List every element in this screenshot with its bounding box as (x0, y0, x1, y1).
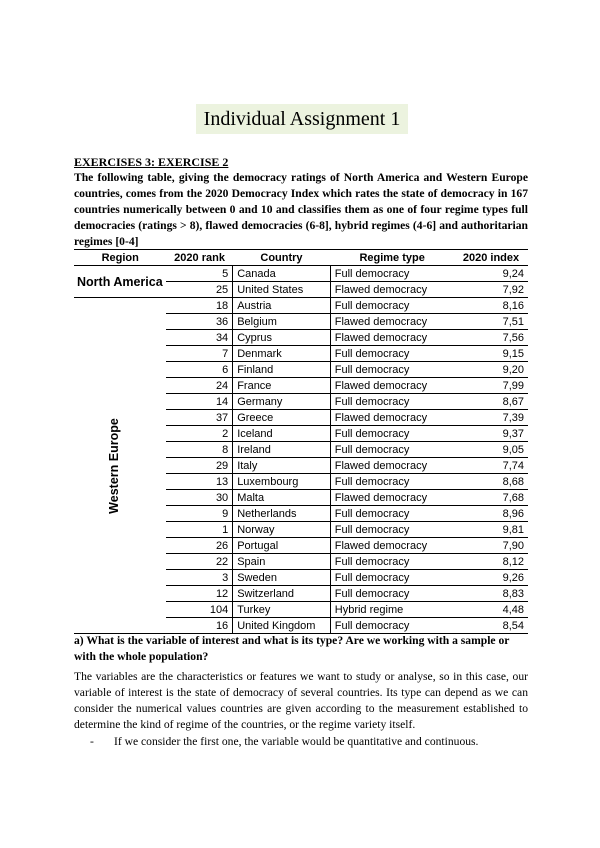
bullet-text: If we consider the first one, the variable would be quantitative and continuous. (114, 735, 479, 748)
country-cell: United Kingdom (233, 618, 331, 634)
region-label: Western Europe (107, 417, 121, 514)
regime-cell: Full democracy (330, 362, 454, 378)
header-index: 2020 index (454, 250, 528, 266)
index-cell: 9,37 (454, 426, 528, 442)
regime-cell: Flawed democracy (330, 330, 454, 346)
index-cell: 7,51 (454, 314, 528, 330)
regime-cell: Flawed democracy (330, 410, 454, 426)
index-cell: 8,67 (454, 394, 528, 410)
country-cell: Iceland (233, 426, 331, 442)
country-cell: Denmark (233, 346, 331, 362)
index-cell: 8,54 (454, 618, 528, 634)
country-cell: Austria (233, 298, 331, 314)
index-cell: 8,96 (454, 506, 528, 522)
regime-cell: Full democracy (330, 522, 454, 538)
regime-cell: Full democracy (330, 554, 454, 570)
index-cell: 9,81 (454, 522, 528, 538)
regime-cell: Flawed democracy (330, 458, 454, 474)
regime-cell: Full democracy (330, 586, 454, 602)
country-cell: Netherlands (233, 506, 331, 522)
index-cell: 7,56 (454, 330, 528, 346)
region-cell-western-europe (74, 298, 166, 634)
country-cell: Cyprus (233, 330, 331, 346)
index-cell: 4,48 (454, 602, 528, 618)
rank-cell: 5 (166, 266, 232, 282)
header-region: Region (74, 250, 166, 266)
regime-cell: Full democracy (330, 618, 454, 634)
index-cell: 9,20 (454, 362, 528, 378)
table-header-row (74, 250, 528, 266)
rank-cell: 6 (166, 362, 232, 378)
rank-cell: 8 (166, 442, 232, 458)
index-cell: 8,16 (454, 298, 528, 314)
rank-cell: 7 (166, 346, 232, 362)
rank-cell: 24 (166, 378, 232, 394)
index-cell: 7,99 (454, 378, 528, 394)
country-cell: Italy (233, 458, 331, 474)
rank-cell: 13 (166, 474, 232, 490)
region-label: North America (77, 274, 163, 289)
rank-cell: 104 (166, 602, 232, 618)
rank-cell: 16 (166, 618, 232, 634)
index-cell: 7,39 (454, 410, 528, 426)
regime-cell: Full democracy (330, 474, 454, 490)
rank-cell: 29 (166, 458, 232, 474)
regime-cell: Full democracy (330, 266, 454, 282)
index-cell: 7,90 (454, 538, 528, 554)
regime-cell: Flawed democracy (330, 490, 454, 506)
country-cell: United States (233, 282, 331, 298)
index-cell: 9,15 (454, 346, 528, 362)
rank-cell: 36 (166, 314, 232, 330)
header-regime: Regime type (330, 250, 454, 266)
table-body (74, 266, 528, 634)
regime-cell: Full democracy (330, 394, 454, 410)
regime-cell: Full democracy (330, 506, 454, 522)
index-cell: 8,12 (454, 554, 528, 570)
country-cell: Ireland (233, 442, 331, 458)
rank-cell: 3 (166, 570, 232, 586)
index-cell: 7,92 (454, 282, 528, 298)
rank-cell: 12 (166, 586, 232, 602)
country-cell: Luxembourg (233, 474, 331, 490)
bullet-item (90, 734, 530, 750)
question-a: a) What is the variable of interest and what is its type? Are we working with a sample or with the whole population? (74, 634, 510, 663)
country-cell: Turkey (233, 602, 331, 618)
intro-paragraph: The following table, giving the democracy ratings of North America and Western Europe countries, comes from the 2020 Democracy Index which rates the state of democracy in 167 countries numerically between 0 and 10 and classifies them as one of four regime types full democracies (ratings > 8), flawed democracies (6-8], hybrid regimes (4-6] and authoritarian regimes [0-4] (74, 171, 528, 248)
regime-cell: Flawed democracy (330, 282, 454, 298)
regime-cell: Full democracy (330, 346, 454, 362)
rank-cell: 2 (166, 426, 232, 442)
country-cell: Canada (233, 266, 331, 282)
country-cell: Malta (233, 490, 331, 506)
rank-cell: 14 (166, 394, 232, 410)
country-cell: Greece (233, 410, 331, 426)
rank-cell: 25 (166, 282, 232, 298)
index-cell: 9,05 (454, 442, 528, 458)
header-rank: 2020 rank (166, 250, 232, 266)
regime-cell: Flawed democracy (330, 378, 454, 394)
regime-cell: Full democracy (330, 298, 454, 314)
country-cell: Sweden (233, 570, 331, 586)
regime-cell: Full democracy (330, 442, 454, 458)
country-cell: Spain (233, 554, 331, 570)
bullet-marker: - (90, 735, 94, 748)
regime-cell: Flawed democracy (330, 314, 454, 330)
country-cell: Switzerland (233, 586, 331, 602)
answer-paragraph: The variables are the characteristics or features we want to study or analyse, so in this case, our variable of interest is the state of democracy of several countries. Its type can depend as we can consider the numerical values countries are given according to the measurement established to determine the kind of regime of the countries, or the regime variety itself. (74, 670, 528, 731)
exercise-heading: EXERCISES 3: EXERCISE 2 (74, 155, 229, 169)
rank-cell: 37 (166, 410, 232, 426)
region-cell-north-america (74, 266, 166, 298)
country-cell: Germany (233, 394, 331, 410)
document-title: Individual Assignment 1 (196, 104, 408, 134)
rank-cell: 26 (166, 538, 232, 554)
header-country: Country (233, 250, 331, 266)
rank-cell: 34 (166, 330, 232, 346)
table-row (74, 298, 528, 314)
index-cell: 8,83 (454, 586, 528, 602)
rank-cell: 22 (166, 554, 232, 570)
index-cell: 8,68 (454, 474, 528, 490)
table-row (74, 266, 528, 282)
regime-cell: Flawed democracy (330, 538, 454, 554)
country-cell: Belgium (233, 314, 331, 330)
regime-cell: Full democracy (330, 570, 454, 586)
index-cell: 9,26 (454, 570, 528, 586)
index-cell: 9,24 (454, 266, 528, 282)
country-cell: France (233, 378, 331, 394)
rank-cell: 30 (166, 490, 232, 506)
regime-cell: Full democracy (330, 426, 454, 442)
index-cell: 7,74 (454, 458, 528, 474)
country-cell: Norway (233, 522, 331, 538)
country-cell: Portugal (233, 538, 331, 554)
democracy-table (74, 249, 528, 634)
regime-cell: Hybrid regime (330, 602, 454, 618)
country-cell: Finland (233, 362, 331, 378)
rank-cell: 9 (166, 506, 232, 522)
rank-cell: 1 (166, 522, 232, 538)
index-cell: 7,68 (454, 490, 528, 506)
rank-cell: 18 (166, 298, 232, 314)
